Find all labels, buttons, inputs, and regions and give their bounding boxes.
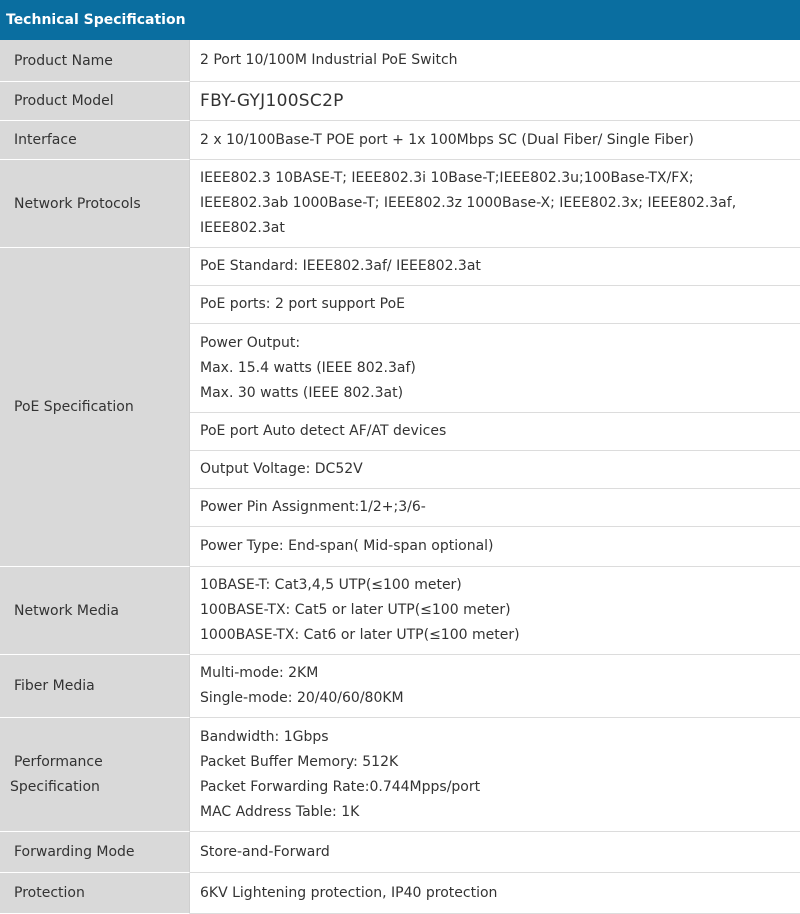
product-model-text: FBY-GYJ100SC2P — [200, 90, 344, 111]
protection-text: 6KV Lightening protection, IP40 protection — [200, 884, 498, 901]
performance-value — [190, 718, 800, 832]
network-media-value — [190, 567, 800, 655]
table-header — [0, 0, 800, 40]
power-output-line: Max. 30 watts (IEEE 802.3at) — [200, 384, 404, 401]
network-media-line: 10BASE-T: Cat3,4,5 UTP(≤100 meter) — [200, 577, 462, 593]
performance-line: Packet Forwarding Rate:0.744Mpps/port — [200, 778, 481, 795]
auto-detect-text: PoE port Auto detect AF/AT devices — [200, 423, 447, 439]
network-protocols-line: IEEE802.3 10BASE-T; IEEE802.3i 10Base-T;IEEE802.3u;100Base-TX/FX; — [200, 170, 694, 186]
fiber-media-line: Single-mode: 20/40/60/80KM — [200, 690, 404, 706]
product-model-label: Product Model — [0, 82, 190, 121]
interface-text: 2 x 10/100Base-T POE port + 1x 100Mbps SC (Dual Fiber/ Single Fiber) — [200, 131, 694, 148]
product-name-text: 2 Port 10/100M Industrial PoE Switch — [200, 52, 458, 68]
spec-grid — [0, 40, 800, 913]
protection-label: Protection — [0, 873, 190, 914]
network-media-label: Network Media — [0, 567, 190, 655]
power-type-value — [190, 527, 800, 567]
network-media-line: 100BASE-TX: Cat5 or later UTP(≤100 meter) — [200, 602, 511, 618]
performance-line: Bandwidth: 1Gbps — [200, 728, 329, 745]
poe-ports-value — [190, 286, 800, 324]
network-protocols-label: Network Protocols — [0, 160, 190, 248]
forwarding-mode-label: Forwarding Mode — [0, 832, 190, 873]
performance-label — [0, 718, 190, 832]
fiber-media-value — [190, 655, 800, 718]
power-output-line: Power Output: — [200, 334, 301, 351]
fiber-media-line: Multi-mode: 2KM — [200, 665, 319, 681]
product-name-label: Product Name — [0, 40, 190, 82]
network-protocols-value — [190, 160, 800, 248]
forwarding-mode-text: Store-and-Forward — [200, 843, 330, 860]
auto-detect-value — [190, 413, 800, 451]
table-title: Technical Specification — [6, 12, 186, 28]
performance-line: MAC Address Table: 1K — [200, 803, 360, 820]
power-type-text: Power Type: End-span( Mid-span optional) — [200, 538, 494, 554]
poe-standard-value — [190, 248, 800, 286]
poe-specification-label: PoE Specification — [0, 248, 190, 567]
poe-standard-text: PoE Standard: IEEE802.3af/ IEEE802.3at — [200, 258, 481, 274]
poe-ports-text: PoE ports: 2 port support PoE — [200, 296, 406, 312]
network-media-line: 1000BASE-TX: Cat6 or later UTP(≤100 meter) — [200, 627, 520, 643]
network-protocols-line: IEEE802.3ab 1000Base-T; IEEE802.3z 1000Base-X; IEEE802.3x; IEEE802.3af, — [200, 195, 737, 211]
output-voltage-value — [190, 451, 800, 489]
output-voltage-text: Output Voltage: DC52V — [200, 461, 363, 477]
interface-value — [190, 121, 800, 160]
fiber-media-label: Fiber Media — [0, 655, 190, 718]
interface-label: Interface — [0, 121, 190, 160]
performance-line: Packet Buffer Memory: 512K — [200, 753, 399, 770]
power-output-value — [190, 324, 800, 413]
performance-label-line1: Performance — [14, 753, 103, 770]
performance-label-line2: Specification — [10, 778, 100, 795]
protection-value — [190, 873, 800, 914]
product-model-value — [190, 82, 800, 121]
forwarding-mode-value — [190, 832, 800, 873]
product-name-value — [190, 40, 800, 82]
network-protocols-line: IEEE802.3at — [200, 220, 285, 236]
power-output-line: Max. 15.4 watts (IEEE 802.3af) — [200, 359, 416, 376]
pin-assignment-text: Power Pin Assignment:1/2+;3/6- — [200, 499, 426, 515]
pin-assignment-value — [190, 489, 800, 527]
